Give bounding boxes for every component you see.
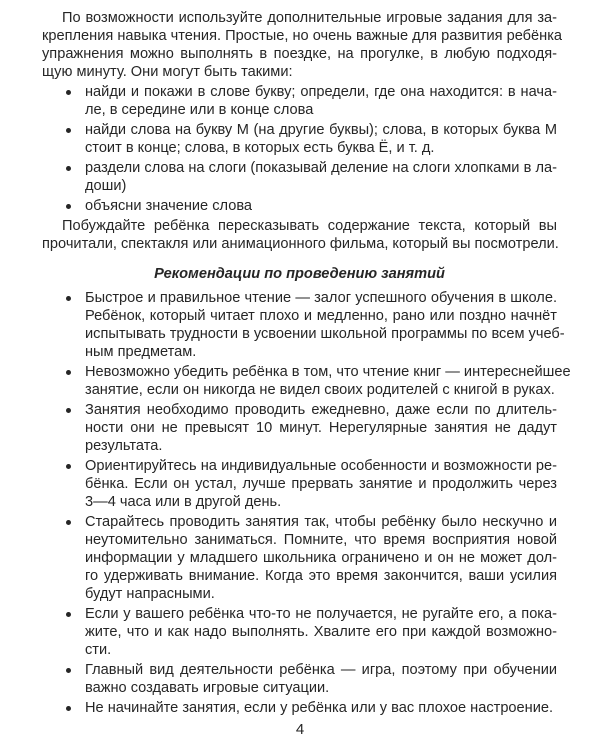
list-item (42, 457, 557, 511)
text-line: стоит в конце; слова, в которых есть буква Ё, и т. д. (85, 140, 435, 156)
bullet-icon (66, 612, 71, 617)
bullet-icon (66, 520, 71, 525)
recommendations-list (42, 289, 571, 717)
text-line: Ориентируйтесь на индивидуальные особенности и возможности ре- (85, 458, 557, 474)
text-line: Не начинайте занятия, если у ребёнка или у вас плохое настроение. (85, 700, 554, 716)
list-item (42, 363, 571, 399)
intro-paragraph (42, 9, 563, 81)
bullet-icon (66, 296, 71, 301)
text-line: Старайтесь проводить занятия так, чтобы ребёнку было нескучно и (85, 514, 557, 530)
text-line: Быстрое и правильное чтение — залог успешного обучения в школе. (85, 290, 557, 306)
bullet-icon (66, 204, 71, 209)
bullet-icon (66, 668, 71, 673)
text-line: щую минуту. Они могут быть такими: (42, 64, 293, 80)
text-line: Главный вид деятельности ребёнка — игра, поэтому при обучении (85, 662, 557, 678)
text-line: Ребёнок, который читает плохо и медленно, рано или поздно начнёт (85, 308, 557, 324)
game-tasks-list (42, 83, 557, 215)
text-line: объясни значение слова (85, 198, 253, 214)
list-item (42, 83, 557, 119)
text-line: ным предметам. (85, 344, 197, 360)
text-line: Занятия необходимо проводить ежедневно, даже если по длитель- (85, 402, 557, 418)
list-item (42, 401, 557, 455)
text-line: прочитали, спектакля или анимационного фильма, который вы посмотрели. (42, 236, 559, 252)
text-line: 3—4 часа или в другой день. (85, 494, 282, 510)
list-item (42, 699, 557, 717)
text-line: информации у младшего школьника ограничено и он не может дол- (85, 550, 557, 566)
text-line: упражнения можно выполнять в поездке, на прогулке, в любую подходя- (42, 46, 557, 62)
list-item (42, 661, 557, 697)
text-line: крепления навыка чтения. Простые, но очень важные для развития ребёнка (42, 28, 563, 44)
text-line: будут напрасными. (85, 586, 215, 602)
text-line: неутомительно заниматься. Помните, что время восприятия новой (85, 532, 557, 548)
text-line: найди слова на букву М (на другие буквы); слова, в которых буква М (85, 122, 557, 138)
list-item (42, 513, 557, 603)
text-line: испытывать трудности в усвоении школьной программы по всем учеб- (85, 326, 565, 342)
text-line: Побуждайте ребёнка пересказывать содержание текста, который вы (62, 218, 557, 234)
text-line: результата. (85, 438, 163, 454)
list-item (42, 605, 557, 659)
bullet-icon (66, 464, 71, 469)
bullet-icon (66, 166, 71, 171)
text-line: Если у вашего ребёнка что-то не получается, не ругайте его, а пока- (85, 606, 557, 622)
list-item (42, 159, 557, 195)
list-item (42, 121, 557, 157)
text-line: раздели слова на слоги (показывай деление на слоги хлопками в ла- (85, 160, 557, 176)
bullet-icon (66, 90, 71, 95)
page-body (42, 9, 571, 719)
text-line: Невозможно убедить ребёнка в том, что чтение книг — интереснейшее (85, 364, 571, 380)
list-item (42, 289, 565, 361)
text-line: сти. (85, 642, 112, 658)
section-heading: Рекомендации по проведению занятий (154, 266, 445, 282)
text-line: жите, что и как надо выполнять. Хвалите его при каждой возможно- (85, 624, 557, 640)
bullet-icon (66, 370, 71, 375)
text-line: бёнка. Если он устал, лучше прервать занятие и продолжить через (85, 476, 557, 492)
text-line: ности они не превысят 10 минут. Нерегулярные занятия не дадут (85, 420, 557, 436)
text-line: важно создавать игровые ситуации. (85, 680, 330, 696)
text-line: найди и покажи в слове букву; определи, где она находится: в нача- (85, 84, 557, 100)
list-item (42, 197, 557, 215)
text-line: доши) (85, 178, 127, 194)
bullet-icon (66, 408, 71, 413)
retell-paragraph (42, 217, 557, 253)
bullet-icon (66, 128, 71, 133)
bullet-icon (66, 706, 71, 711)
text-line: ле, в середине или в конце слова (85, 102, 314, 118)
text-line: По возможности используйте дополнительные игровые задания для за- (62, 10, 557, 26)
text-line: го удерживать внимание. Когда это время закончится, ваши усилия (85, 568, 557, 584)
text-line: занятие, если он никогда не видел своих родителей с книгой в руках. (85, 382, 555, 398)
page-number: 4 (295, 721, 305, 738)
